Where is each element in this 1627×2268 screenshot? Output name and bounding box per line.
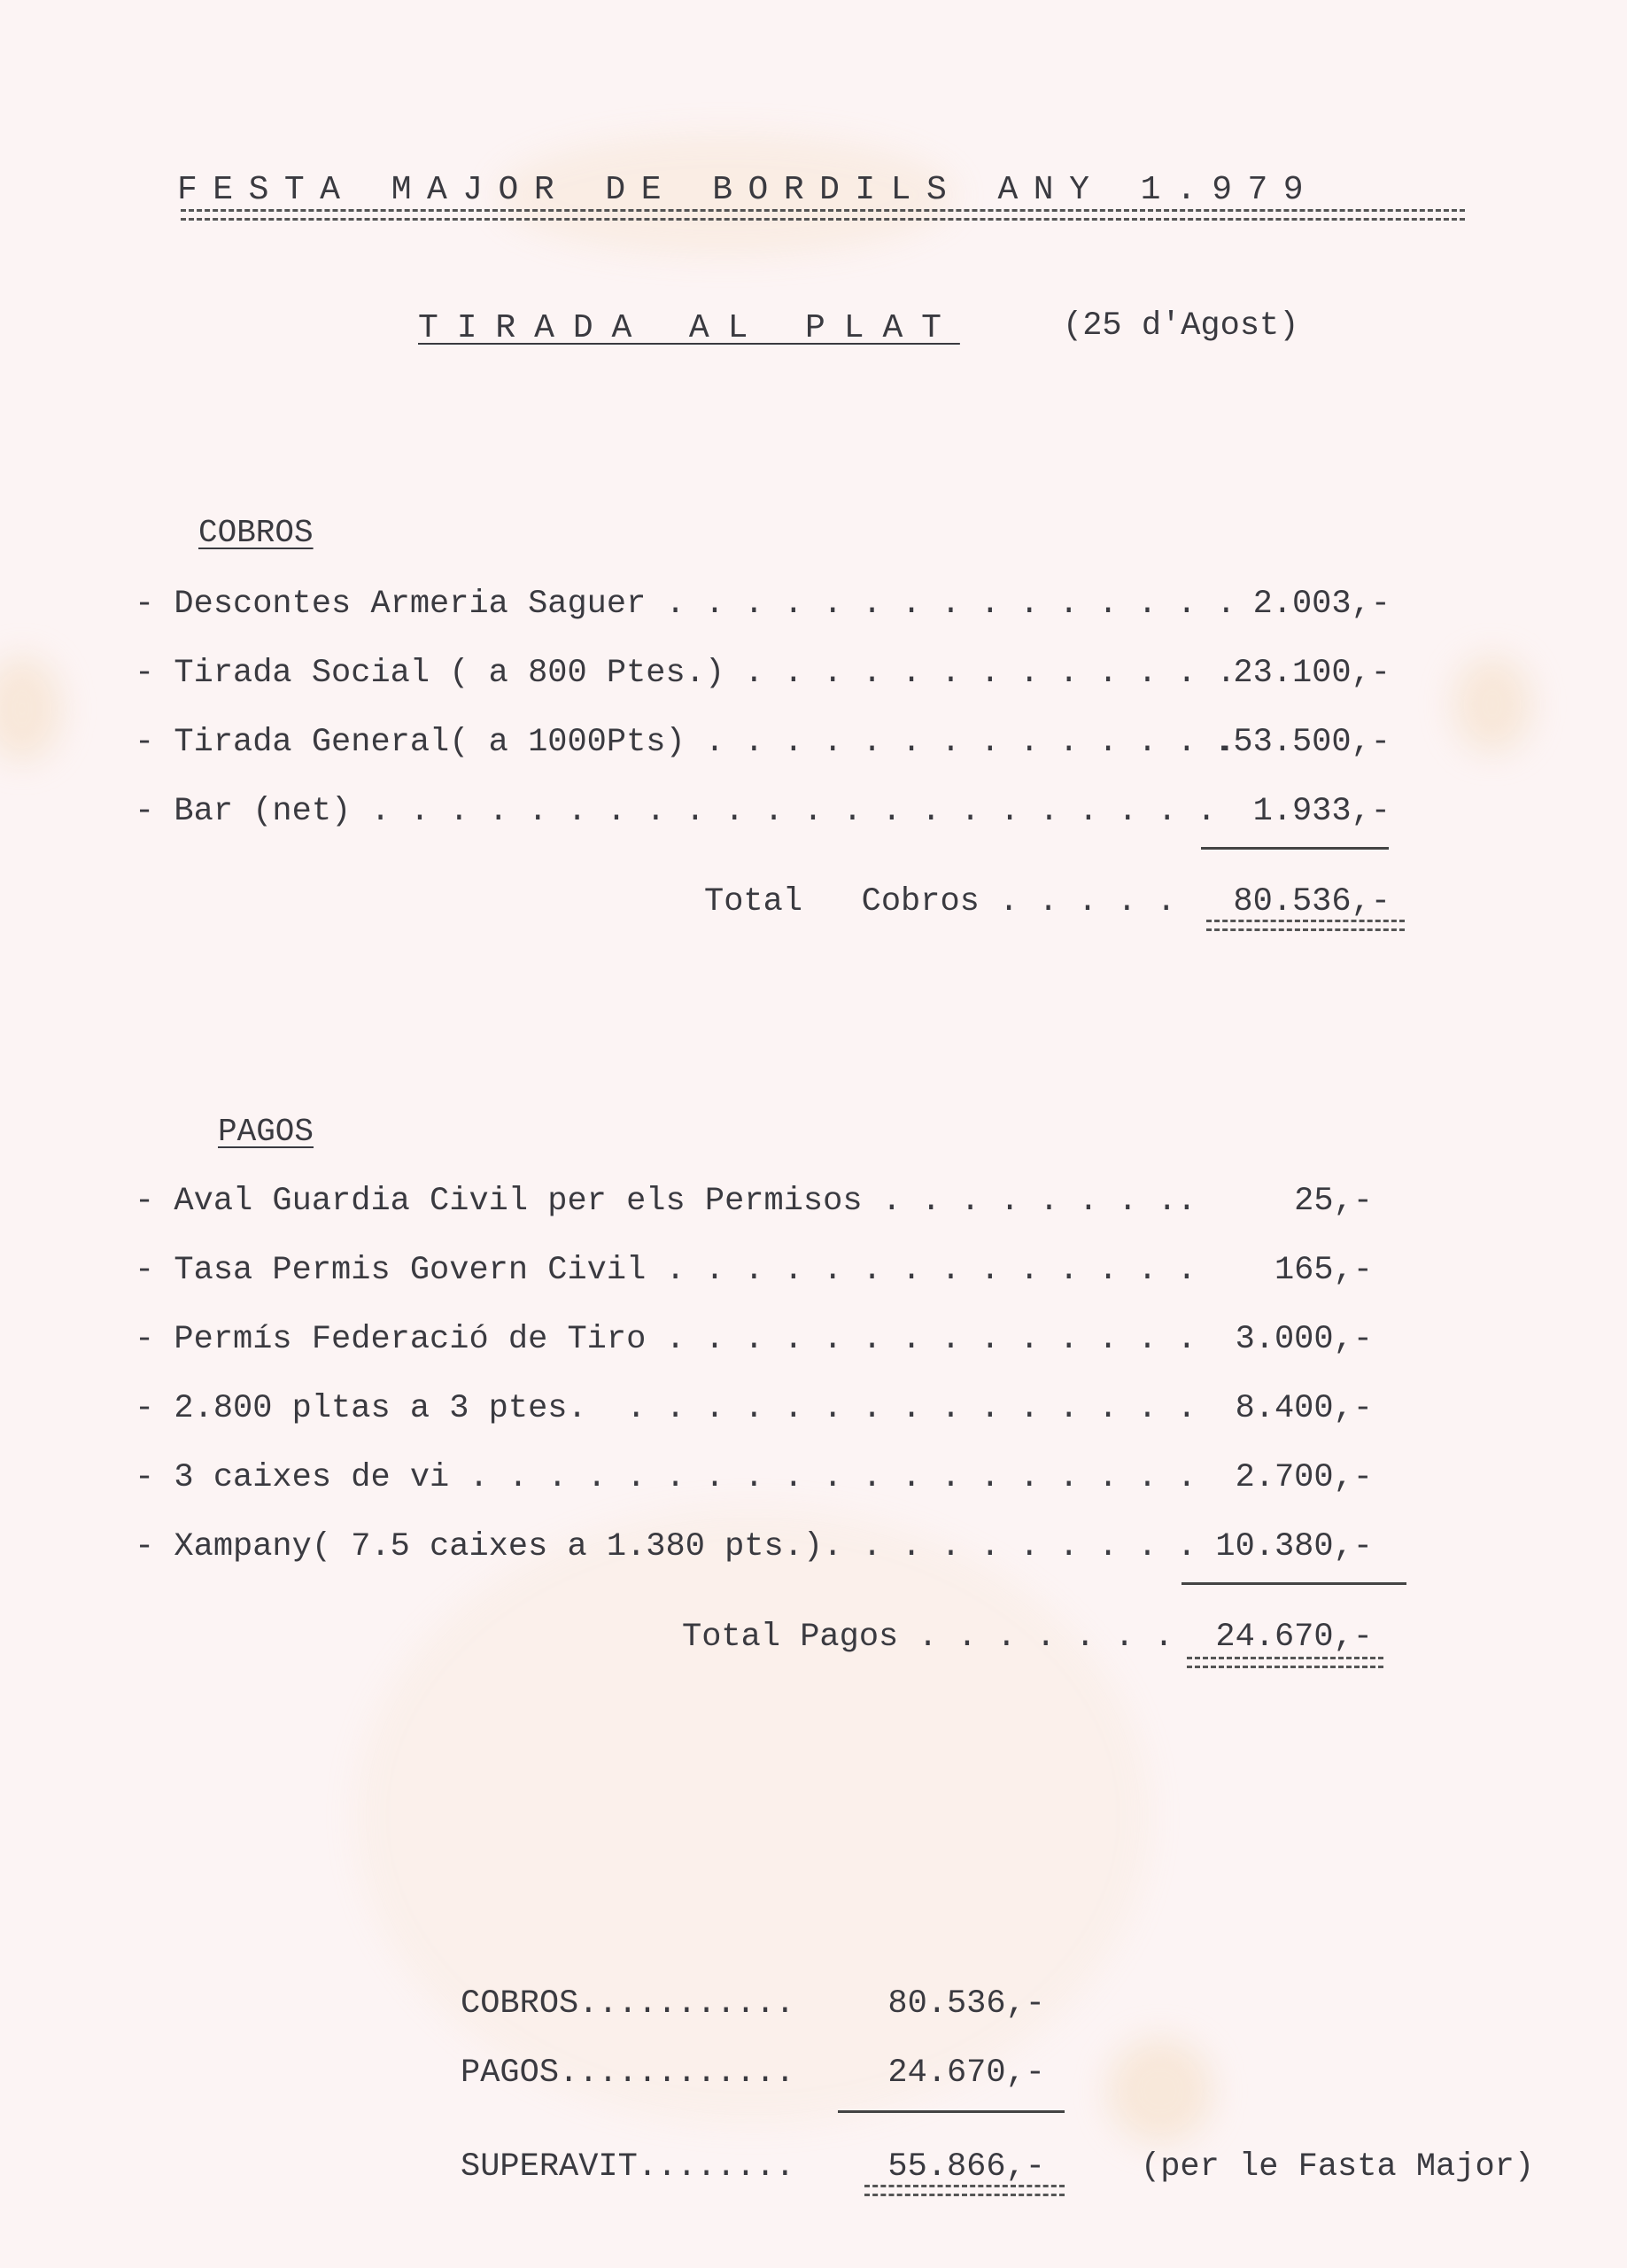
pagos-total-label: Total Pagos . . . . . . . [682, 1619, 1174, 1656]
pagos-heading: PAGOS [218, 1114, 314, 1150]
document-title: FESTA MAJOR DE BORDILS ANY 1.979 [177, 171, 1320, 209]
cobros-total-label: Total Cobros . . . . . [704, 883, 1176, 920]
stain [1453, 656, 1532, 753]
summary-superavit-label: SUPERAVIT........ [461, 2148, 795, 2186]
cobros-item-3-desc: - Tirada General( a 1000Pts) . . . . . . . . . . . . . . [135, 724, 1236, 761]
summary-pagos-label: PAGOS............ [461, 2054, 795, 2092]
pagos-item-5-amount: 2.700,- [1235, 1459, 1373, 1496]
cobros-item-3-amount: .53.500,- [1213, 724, 1391, 761]
summary-superavit-double-underline [864, 2185, 1065, 2196]
cobros-item-4-desc: - Bar (net) . . . . . . . . . . . . . . . . . . . . . . [135, 793, 1217, 830]
cobros-subtotal-rule [1201, 847, 1389, 850]
event-date: (25 d'Agost) [1063, 307, 1299, 345]
cobros-item-1-desc: - Descontes Armeria Saguer . . . . . . . . . . . . . . . [135, 586, 1236, 623]
event-title: TIRADA AL PLAT [418, 309, 960, 347]
cobros-heading: COBROS [198, 515, 314, 551]
stain [354, 1506, 1151, 2126]
summary-cobros-amount: 80.536,- [887, 1985, 1045, 2023]
cobros-total-amount: 80.536,- [1233, 883, 1391, 920]
pagos-total-amount: 24.670,- [1215, 1619, 1373, 1656]
pagos-subtotal-rule [1182, 1582, 1406, 1585]
summary-pagos-amount: 24.670,- [887, 2054, 1045, 2092]
pagos-item-6-desc: - Xampany( 7.5 caixes a 1.380 pts.). . . . . . . . . . [135, 1528, 1197, 1565]
pagos-item-1-desc: - Aval Guardia Civil per els Permisos . . . . . . . .. [135, 1183, 1197, 1220]
cobros-total-double-underline [1206, 920, 1405, 931]
cobros-item-4-amount: 1.933,- [1252, 793, 1391, 830]
summary-note: (per le Fasta Major) [1141, 2148, 1535, 2186]
pagos-item-1-amount: 25,- [1294, 1183, 1373, 1220]
cobros-item-2-amount: 23.100,- [1233, 655, 1391, 692]
pagos-item-5-desc: - 3 caixes de vi . . . . . . . . . . . . . . . . . . . [135, 1459, 1197, 1496]
stain [1107, 2038, 1213, 2144]
cobros-item-1-amount: 2.003,- [1252, 586, 1391, 623]
pagos-item-3-desc: - Permís Federació de Tiro . . . . . . . . . . . . . . [135, 1321, 1197, 1358]
pagos-item-2-amount: 165,- [1274, 1252, 1373, 1289]
pagos-item-3-amount: 3.000,- [1235, 1321, 1373, 1358]
pagos-item-4-amount: 8.400,- [1235, 1390, 1373, 1427]
summary-superavit-amount: 55.866,- [887, 2148, 1045, 2186]
pagos-item-6-amount: 10.380,- [1215, 1528, 1373, 1565]
summary-rule [838, 2110, 1065, 2113]
pagos-total-double-underline [1187, 1657, 1383, 1668]
stain [0, 656, 62, 762]
pagos-item-4-desc: - 2.800 pltas a 3 ptes. . . . . . . . . . . . . . . . [135, 1390, 1197, 1427]
summary-cobros-label: COBROS........... [461, 1985, 795, 2023]
title-double-underline [181, 209, 1465, 221]
cobros-item-2-desc: - Tirada Social ( a 800 Ptes.) . . . . . . . . . . . . . [135, 655, 1236, 692]
pagos-item-2-desc: - Tasa Permis Govern Civil . . . . . . . . . . . . . . [135, 1252, 1197, 1289]
